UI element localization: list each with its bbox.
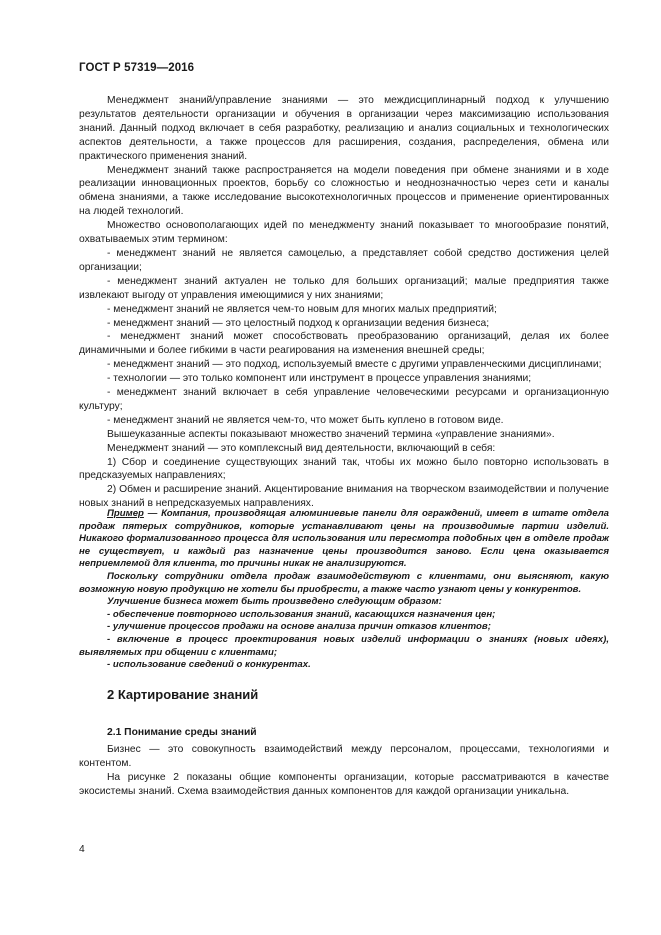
paragraph: Менеджмент знаний — это комплексный вид деятельности, включающий в себя: xyxy=(107,442,496,454)
list-item: - менеджмент знаний не является самоцелью, а представляет собой средство достижения целей организации; xyxy=(79,247,609,273)
list-item: - менеджмент знаний — это целостный подход к организации ведения бизнеса; xyxy=(107,317,490,329)
list-item: - менеджмент знаний не является чем-то новым для многих малых предприятий; xyxy=(107,303,497,315)
subsection-heading: 2.1 Понимание среды знаний xyxy=(107,727,257,738)
example-intro xyxy=(79,508,609,571)
section-body xyxy=(79,743,609,799)
example-paragraph: Поскольку сотрудники отдела продаж взаимодействуют с клиентами, они выясняют, какую возможную новую продукцию не хотели бы приобрести, а также часто узнают цены у конкурентов. xyxy=(79,570,609,595)
list-item: - менеджмент знаний включает в себя управление человеческими ресурсами и организационную культуру; xyxy=(79,387,609,412)
list-item: - менеджмент знаний актуален не только для больших организаций; малые предприятия также извлекают выгоду от управления имеющимися у них знаниями; xyxy=(79,275,609,301)
body-text xyxy=(79,94,609,511)
paragraph: Вышеуказанные аспекты показывают множество значений термина «управление знаниями». xyxy=(107,428,555,440)
paragraph: Множество основополагающих идей по менеджменту знаний показывает то многообразие понятий, охватываемых этим термином: xyxy=(79,220,609,246)
list-item: 1) Сбор и соединение существующих знаний так, чтобы их можно было повторно использовать в предсказуемых направлениях; xyxy=(79,456,609,482)
paragraph: Бизнес — это совокупность взаимодействий между персоналом, процессами, технологиями и контентом. xyxy=(79,744,609,769)
page-number: 4 xyxy=(79,844,85,855)
list-item: 2) Обмен и расширение знаний. Акцентирование внимания на творческом взаимодействии и получение новых знаний в непредсказуемых направлениях. xyxy=(79,484,609,510)
example-block xyxy=(79,508,609,672)
list-item: - менеджмент знаний не является чем-то, что может быть куплено в готовом виде. xyxy=(107,414,504,426)
example-label: Пример xyxy=(107,508,144,519)
section-heading: 2 Картирование знаний xyxy=(107,687,259,702)
list-item: - технологии — это только компонент или инструмент в процессе управления знаниями; xyxy=(107,373,532,385)
list-item: - менеджмент знаний может способствовать преобразованию организаций, делая их более динамичными и более гибкими в части реагирования на изменения внешней среды; xyxy=(79,331,609,357)
example-list-item: - обеспечение повторного использования знаний, касающихся назначения цен; xyxy=(107,608,496,620)
example-list-item: - улучшение процессов продажи на основе анализа причин отказов клиентов; xyxy=(107,621,491,633)
list-item: - менеджмент знаний — это подход, используемый вместе с другими управленческими дисциплинами; xyxy=(107,359,602,371)
example-paragraph: Улучшение бизнеса может быть произведено следующим образом: xyxy=(107,596,442,608)
example-list-item: - включение в процесс проектирования новых изделий информации о знаниях (новых идеях), выявляемых при общении с клиентами; xyxy=(79,633,609,658)
paragraph: Менеджмент знаний/управление знаниями — это междисциплинарный подход к улучшению результатов деятельности организации и обучения в организации через максимизацию использования знаний. Данный подход включает в себя разработку, реализацию и анализ социальных и технологических аспектов деятельности, а также процессов для расширения, создания, распределения, обмена или практического применения знаний. xyxy=(79,95,609,162)
example-list-item: - использование сведений о конкурентах. xyxy=(107,659,311,671)
example-text: — Компания, производящая алюминиевые панели для ограждений, имеет в штате отдела продаж пятерых сотрудников, которые устанавливают цены на производимые партии изделий. Никакого формализованного процесса для использования или пересмотра подобных цен в отделе продаж не существует, и каждый раз назначение цены производится заново. Если цена оказывается неприемлемой для клиента, то причины никак не анализируются. xyxy=(79,508,609,570)
document-header: ГОСТ Р 57319—2016 xyxy=(79,62,195,74)
paragraph: На рисунке 2 показаны общие компоненты организации, которые рассматриваются в качестве экосистемы знаний. Схема взаимодействия данных компонентов для каждой организации уникальна. xyxy=(79,772,609,797)
paragraph: Менеджмент знаний также распространяется на модели поведения при обмене знаниями и в ходе реализации инновационных проектов, борьбу со сложностью и неоднозначностью через сети и каналы обмена знаниями, а также исследование высокотехнологичных процессов и применение ориентированных на людей технологий. xyxy=(79,164,609,218)
